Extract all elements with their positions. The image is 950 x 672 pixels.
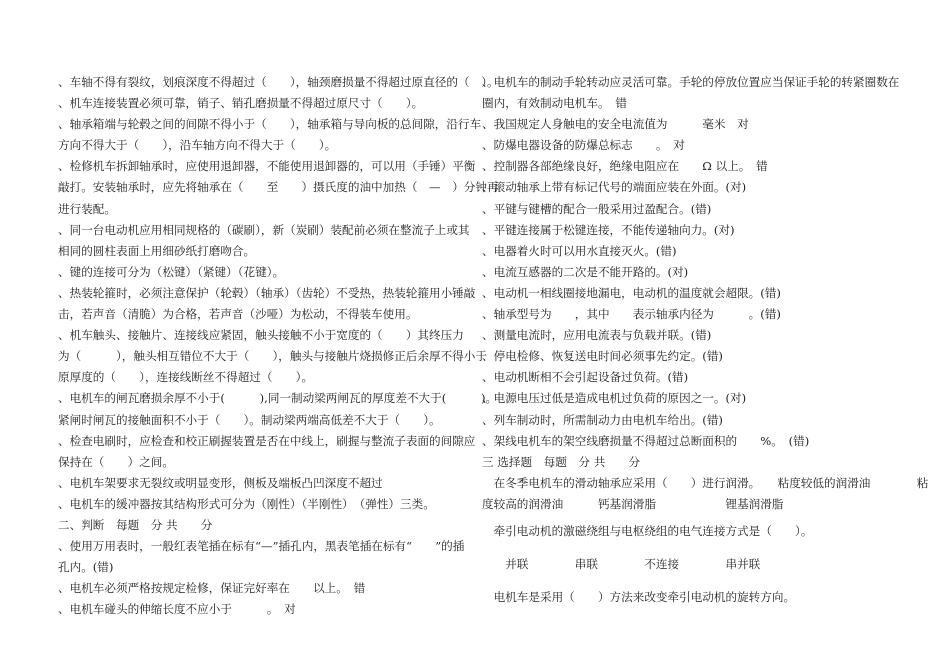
text-line: 保持在（ ）之间。	[58, 454, 174, 469]
text-line: 、平键连接属于松键连接，不能传递轴向力。(对)	[482, 222, 735, 237]
text-line: 、车轴不得有裂纹，划痕深度不得超过（ ），轴颈磨损量不得超过原直径的（ ）。	[58, 75, 499, 89]
text-line: 、架线电机车的架空线磨损量不得超过总断面积的 %。 (错)	[482, 433, 810, 448]
text-line: 敲打。安装轴承时，应先将轴承在（ 至 ）摄氏度的油中加热（ — ）分钟再	[58, 180, 499, 195]
section-heading: 三 选择题 每题 分 共 分	[482, 454, 641, 469]
text-line: 、电机车的闸瓦磨损余厚不小于( ),同一制动梁两闸瓦的厚度差不大于( )。	[58, 391, 498, 406]
text-line: 、轴承型号为 ，其中 表示轴承内径为 。(错)	[482, 307, 781, 322]
text-line: 、使用万用表时，一般红表笔插在标有“—”插孔内，黑表笔插在标有“ ”的插	[58, 539, 465, 554]
text-line: 、键的连接可分为（松键）（紧键）（花键）。	[58, 264, 285, 279]
spacer	[482, 542, 902, 554]
text-line: 牵引电动机的激磁绕组与电枢绕组的电气连接方式是（ ）。	[482, 523, 813, 538]
text-line: 、电流互感器的二次是不能开路的。(对)	[482, 264, 689, 279]
text-line: 、我国规定人身触电的安全电流值为 毫米 对	[482, 117, 749, 132]
text-line: 、机车连接装置必须可靠，销子、销孔磨损量不得超过原尺寸（ ）。	[58, 96, 424, 111]
text-line: 为（ ），触头相互错位不大于（ ），触头与接触片烧损修正后余厚不得小于	[58, 349, 487, 364]
text-line: 孔内。(错)	[58, 560, 114, 575]
text-line: 、检修机车拆卸轴承时，应使用退卸器，不能使用退卸器的，可以用（手锤）平衡	[58, 159, 476, 174]
text-line: 、电动机断相不会引起设备过负荷。(错)	[482, 370, 689, 385]
text-line: 、电机车的缓冲器按其结构形式可分为（刚性）（半刚性） （弹性）三类。	[58, 496, 435, 511]
text-line: 、电机车碰头的伸缩长度不应小于 。 对	[58, 602, 296, 617]
right-column	[482, 72, 929, 608]
text-line: 进行装配。	[58, 201, 116, 216]
section-heading: 二、判断 每题 分 共 分	[58, 517, 213, 532]
text-line: 、防爆电器设备的防爆总标志 。 对	[482, 138, 685, 153]
text-line: 、列车制动时，所需制动力由电机车给出。(错)	[482, 412, 723, 427]
text-line: 并联 串联 不连接 串并联	[482, 557, 761, 572]
text-line: 、控制器各部绝缘良好，绝缘电阻应在 Ω 以上。 错	[482, 159, 768, 174]
text-line: 、机车触头、接触片、连接线应紧固，触头接触不小于宽度的（ ）其终压力	[58, 328, 464, 343]
text-line: 、检查电刷时，应检查和校正刷握装置是否在中线上，刷握与整流子表面的间隙应	[58, 433, 476, 448]
text-line: 相同的圆柱表面上用细砂纸打磨吻合。	[58, 243, 256, 258]
text-line: 电机车是采用（ ）方法来改变牵引电动机的旋转方向。	[482, 590, 796, 605]
text-line: 、测量电流时，应用电流表与负载并联。(错)	[482, 328, 712, 343]
text-line: 、电源电压过低是造成电机过负荷的原因之一。(对)	[482, 391, 747, 406]
text-line: 圈内，有效制动电机车。 错	[482, 96, 627, 111]
text-line: 、热装轮箍时，必须注意保护（轮毂）（轴承）（齿轮）不受热，热装轮箍用小锤敲	[58, 285, 476, 300]
text-line: 、停电检修、恢复送电时间必须事先约定。(错)	[482, 349, 723, 364]
text-line: 击，若声音（清脆）为合格，若声音（沙哑）为松动，不得装车使用。	[58, 307, 418, 322]
text-line: 方向不得大于（ ），沿车轴方向不得大于（ ）。	[58, 138, 337, 153]
spacer	[482, 575, 902, 587]
text-line: 、电机车必须严格按规定检修，保证完好率在 以上。 错	[58, 581, 366, 596]
text-line: 紧闸时闸瓦的接触面积不小于（ ）。制动梁两端高低差不大于（ ）。	[58, 412, 441, 427]
text-line: 度较高的润滑油 钙基润滑脂 锂基润滑脂	[482, 496, 784, 511]
text-line: 、滚动轴承上带有标记代号的端面应装在外面。(对)	[482, 180, 747, 195]
text-line: 、同一台电动机应用相同规格的（碳刷），新（炭刷）装配前必须在整流子上或其	[58, 222, 470, 237]
left-column	[58, 72, 499, 620]
text-line: 、电机车的制动手轮转动应灵活可靠。手轮的停放位置应当保证手轮的转紧圈数在	[482, 75, 900, 89]
text-line: 、电器着火时可以用水直接灭火。(错)	[482, 243, 677, 258]
text-line: 、轴承箱端与轮毂之间的间隙不得小于（ ），轴承箱与导向板的总间隙，沿行车	[58, 117, 482, 132]
text-line: 、平键与键槽的配合一般采用过盈配合。(错)	[482, 201, 712, 216]
text-line: 在冬季电机车的滑动轴承应采用（ ）进行润滑。 粘度较低的润滑油 粘	[482, 475, 929, 490]
text-line: 、电机车架要求无裂纹或明显变形，侧板及端板凸凹深度不超过	[58, 475, 383, 490]
text-line: 、电动机一相线圈接地漏电，电动机的温度就会超限。(错)	[482, 285, 781, 300]
text-line: 原厚度的（ ），连接线断丝不得超过（ ）。	[58, 370, 314, 385]
